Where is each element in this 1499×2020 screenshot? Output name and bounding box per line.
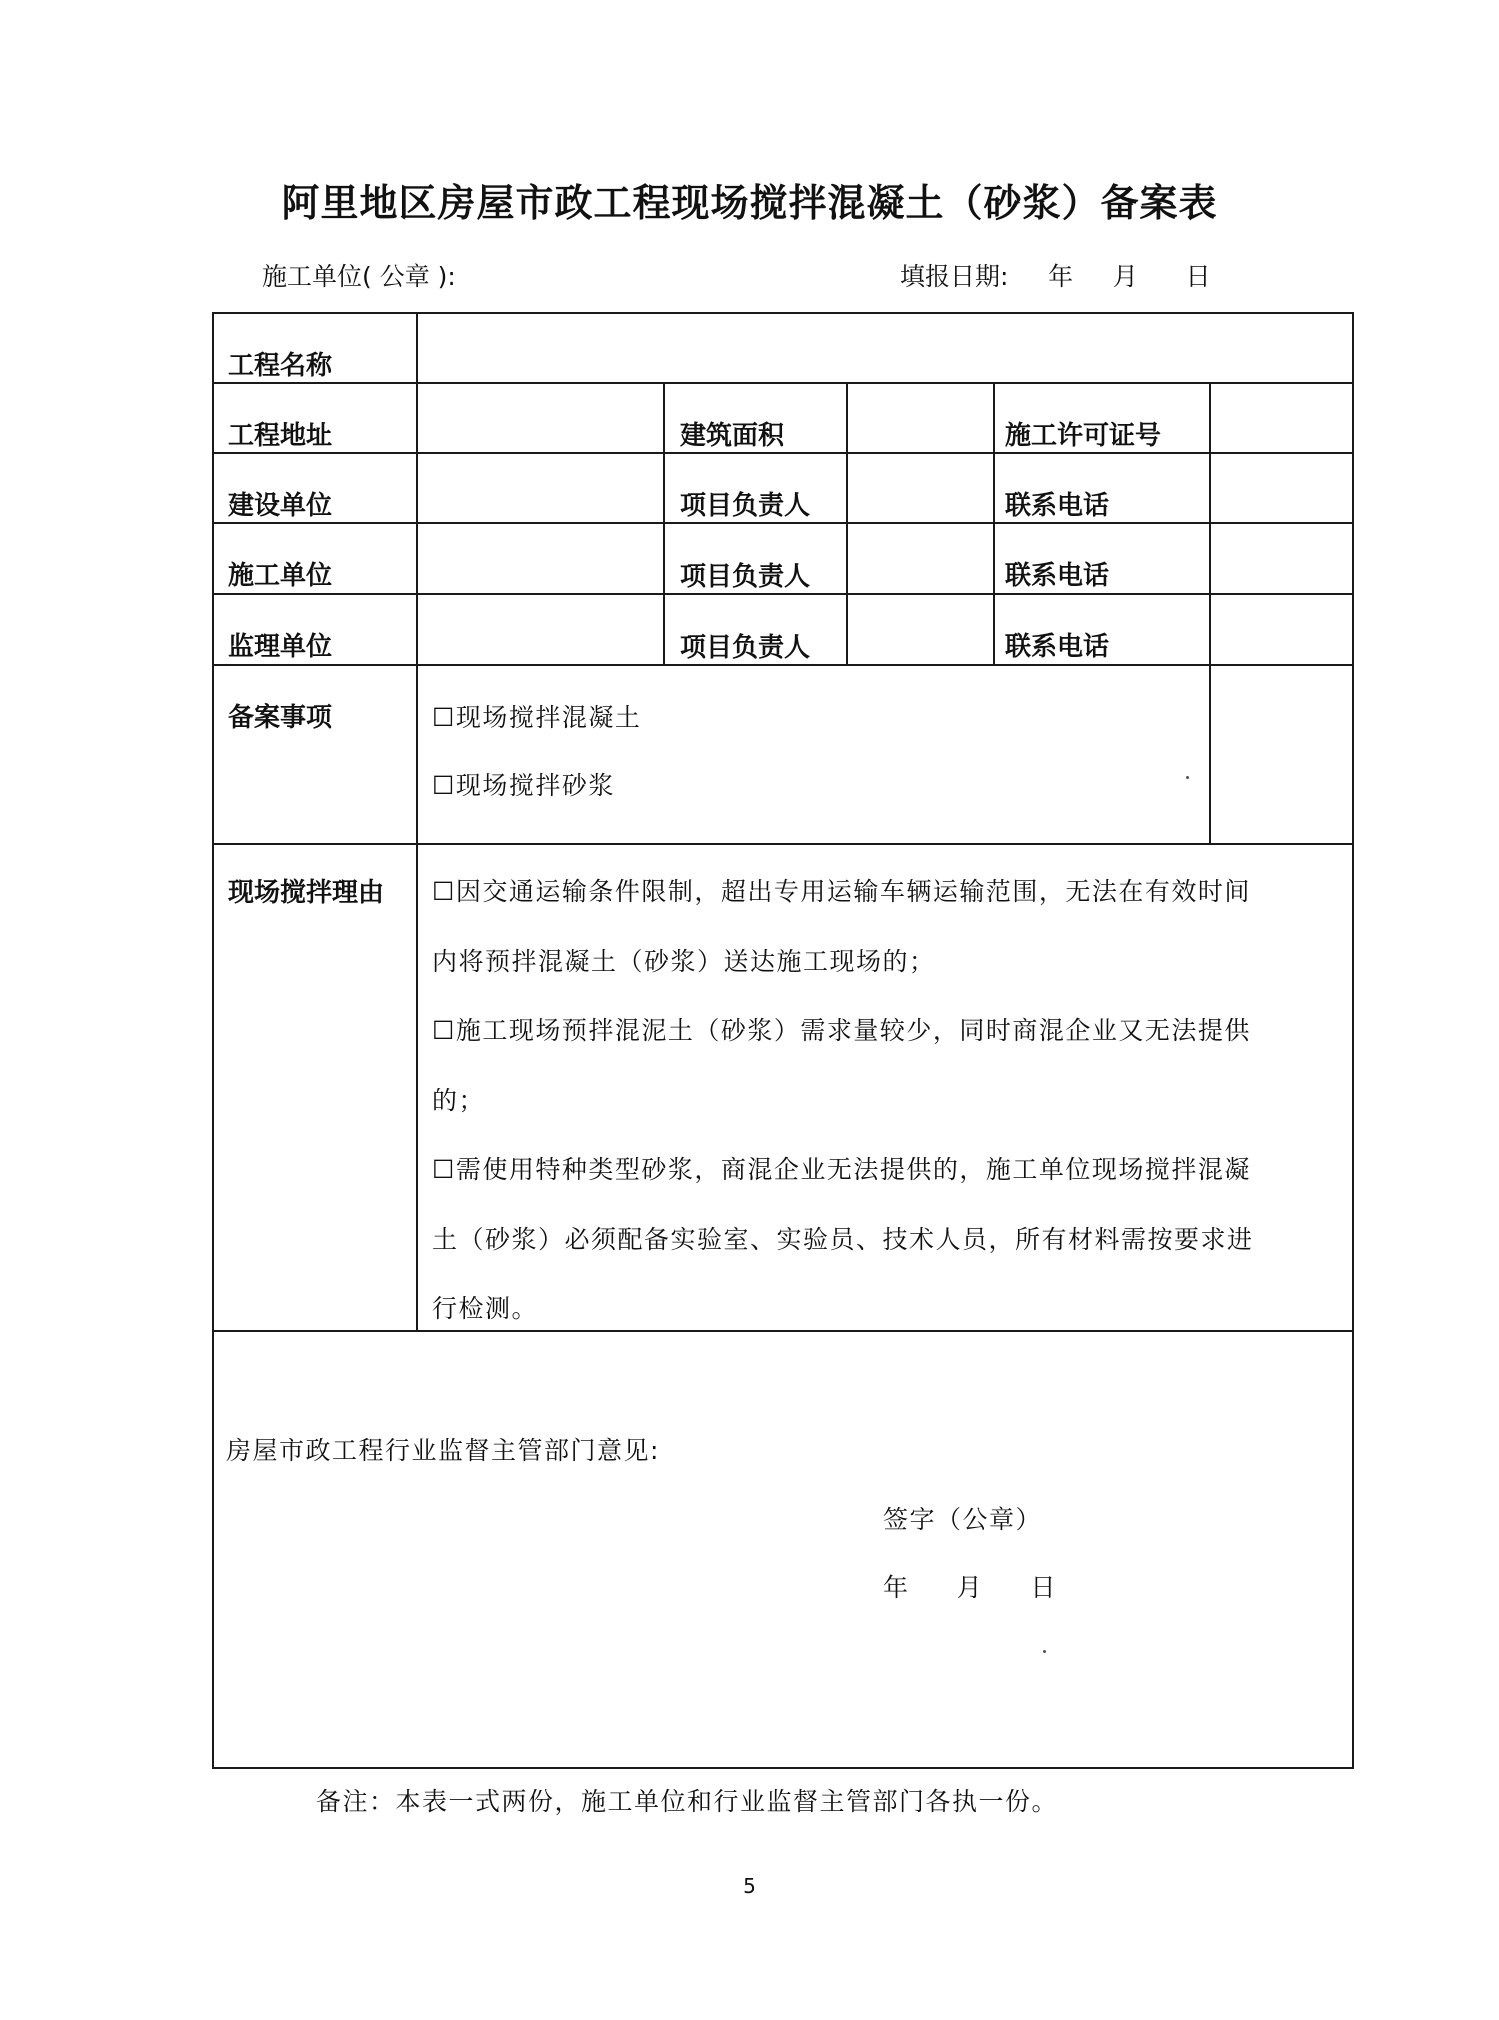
column-divider [846,382,848,664]
signature-seal-label: 签字（公章） [883,1505,1043,1534]
page-title: 阿里地区房屋市政工程现场搅拌混凝土（砂浆）备案表 [281,181,1218,225]
footer-note: 备注：本表一式两份，施工单位和行业监督主管部门各执一份。 [316,1787,1059,1816]
reason-line: 行检测。 [432,1294,539,1323]
reason-line: 内将预拌混凝土（砂浆）送达施工现场的； [432,947,936,976]
reason-line: ☐需使用特种类型砂浆，商混企业无法提供的，施工单位现场搅拌混凝 [432,1155,1251,1184]
reason-line: ☐施工现场预拌混泥土（砂浆）需求量较少，同时商混企业又无法提供 [432,1016,1251,1045]
row-divider [212,382,1354,384]
scan-speck [1186,776,1189,779]
row-divider [212,452,1354,454]
filing-date-label: 填报日期: 年 月 日 [900,262,1211,291]
table-border-left [212,312,214,1769]
contact-phone-label: 联系电话 [1005,561,1110,591]
row-divider [212,593,1354,595]
reason-line: 土（砂浆）必须配备实验室、实验员、技术人员，所有材料需按要求进 [432,1225,1254,1254]
column-divider [1209,382,1211,843]
filing-option-concrete: ☐现场搅拌混凝土 [432,703,642,732]
construction-unit-seal-label: 施工单位( 公章 ): [262,262,456,291]
opinion-date-label: 年 月 日 [883,1573,1057,1602]
column-divider [663,382,665,664]
row-divider [212,843,1354,845]
page-number: 5 [743,1874,756,1898]
project-manager-label: 项目负责人 [680,491,811,521]
table-border-top [212,312,1354,314]
supervision-unit-label: 监理单位 [228,632,333,662]
column-divider [993,382,995,664]
contact-phone-label: 联系电话 [1005,491,1110,521]
construction-permit-label: 施工许可证号 [1005,421,1162,451]
reason-line: ☐因交通运输条件限制，超出专用运输车辆运输范围，无法在有效时间 [432,877,1251,906]
contact-phone-label: 联系电话 [1005,632,1110,662]
reason-line: 的； [432,1086,486,1115]
supervisor-opinion-label: 房屋市政工程行业监督主管部门意见: [226,1436,660,1465]
label-column-divider [416,312,418,1332]
project-address-label: 工程地址 [228,421,333,451]
project-name-label: 工程名称 [228,351,333,381]
row-divider [212,1330,1354,1332]
scan-speck [1043,1650,1046,1653]
onsite-mixing-reason-label: 现场搅拌理由 [228,878,385,908]
row-divider [212,664,1354,666]
project-manager-label: 项目负责人 [680,633,811,663]
filing-option-mortar: ☐现场搅拌砂浆 [432,771,615,800]
table-border-right [1352,312,1354,1769]
project-manager-label: 项目负责人 [680,562,811,592]
row-divider [212,522,1354,524]
building-area-label: 建筑面积 [680,421,785,451]
filing-items-label: 备案事项 [228,703,333,733]
construction-unit-label: 施工单位 [228,561,333,591]
developer-unit-label: 建设单位 [228,491,333,521]
table-border-bottom [212,1767,1354,1769]
